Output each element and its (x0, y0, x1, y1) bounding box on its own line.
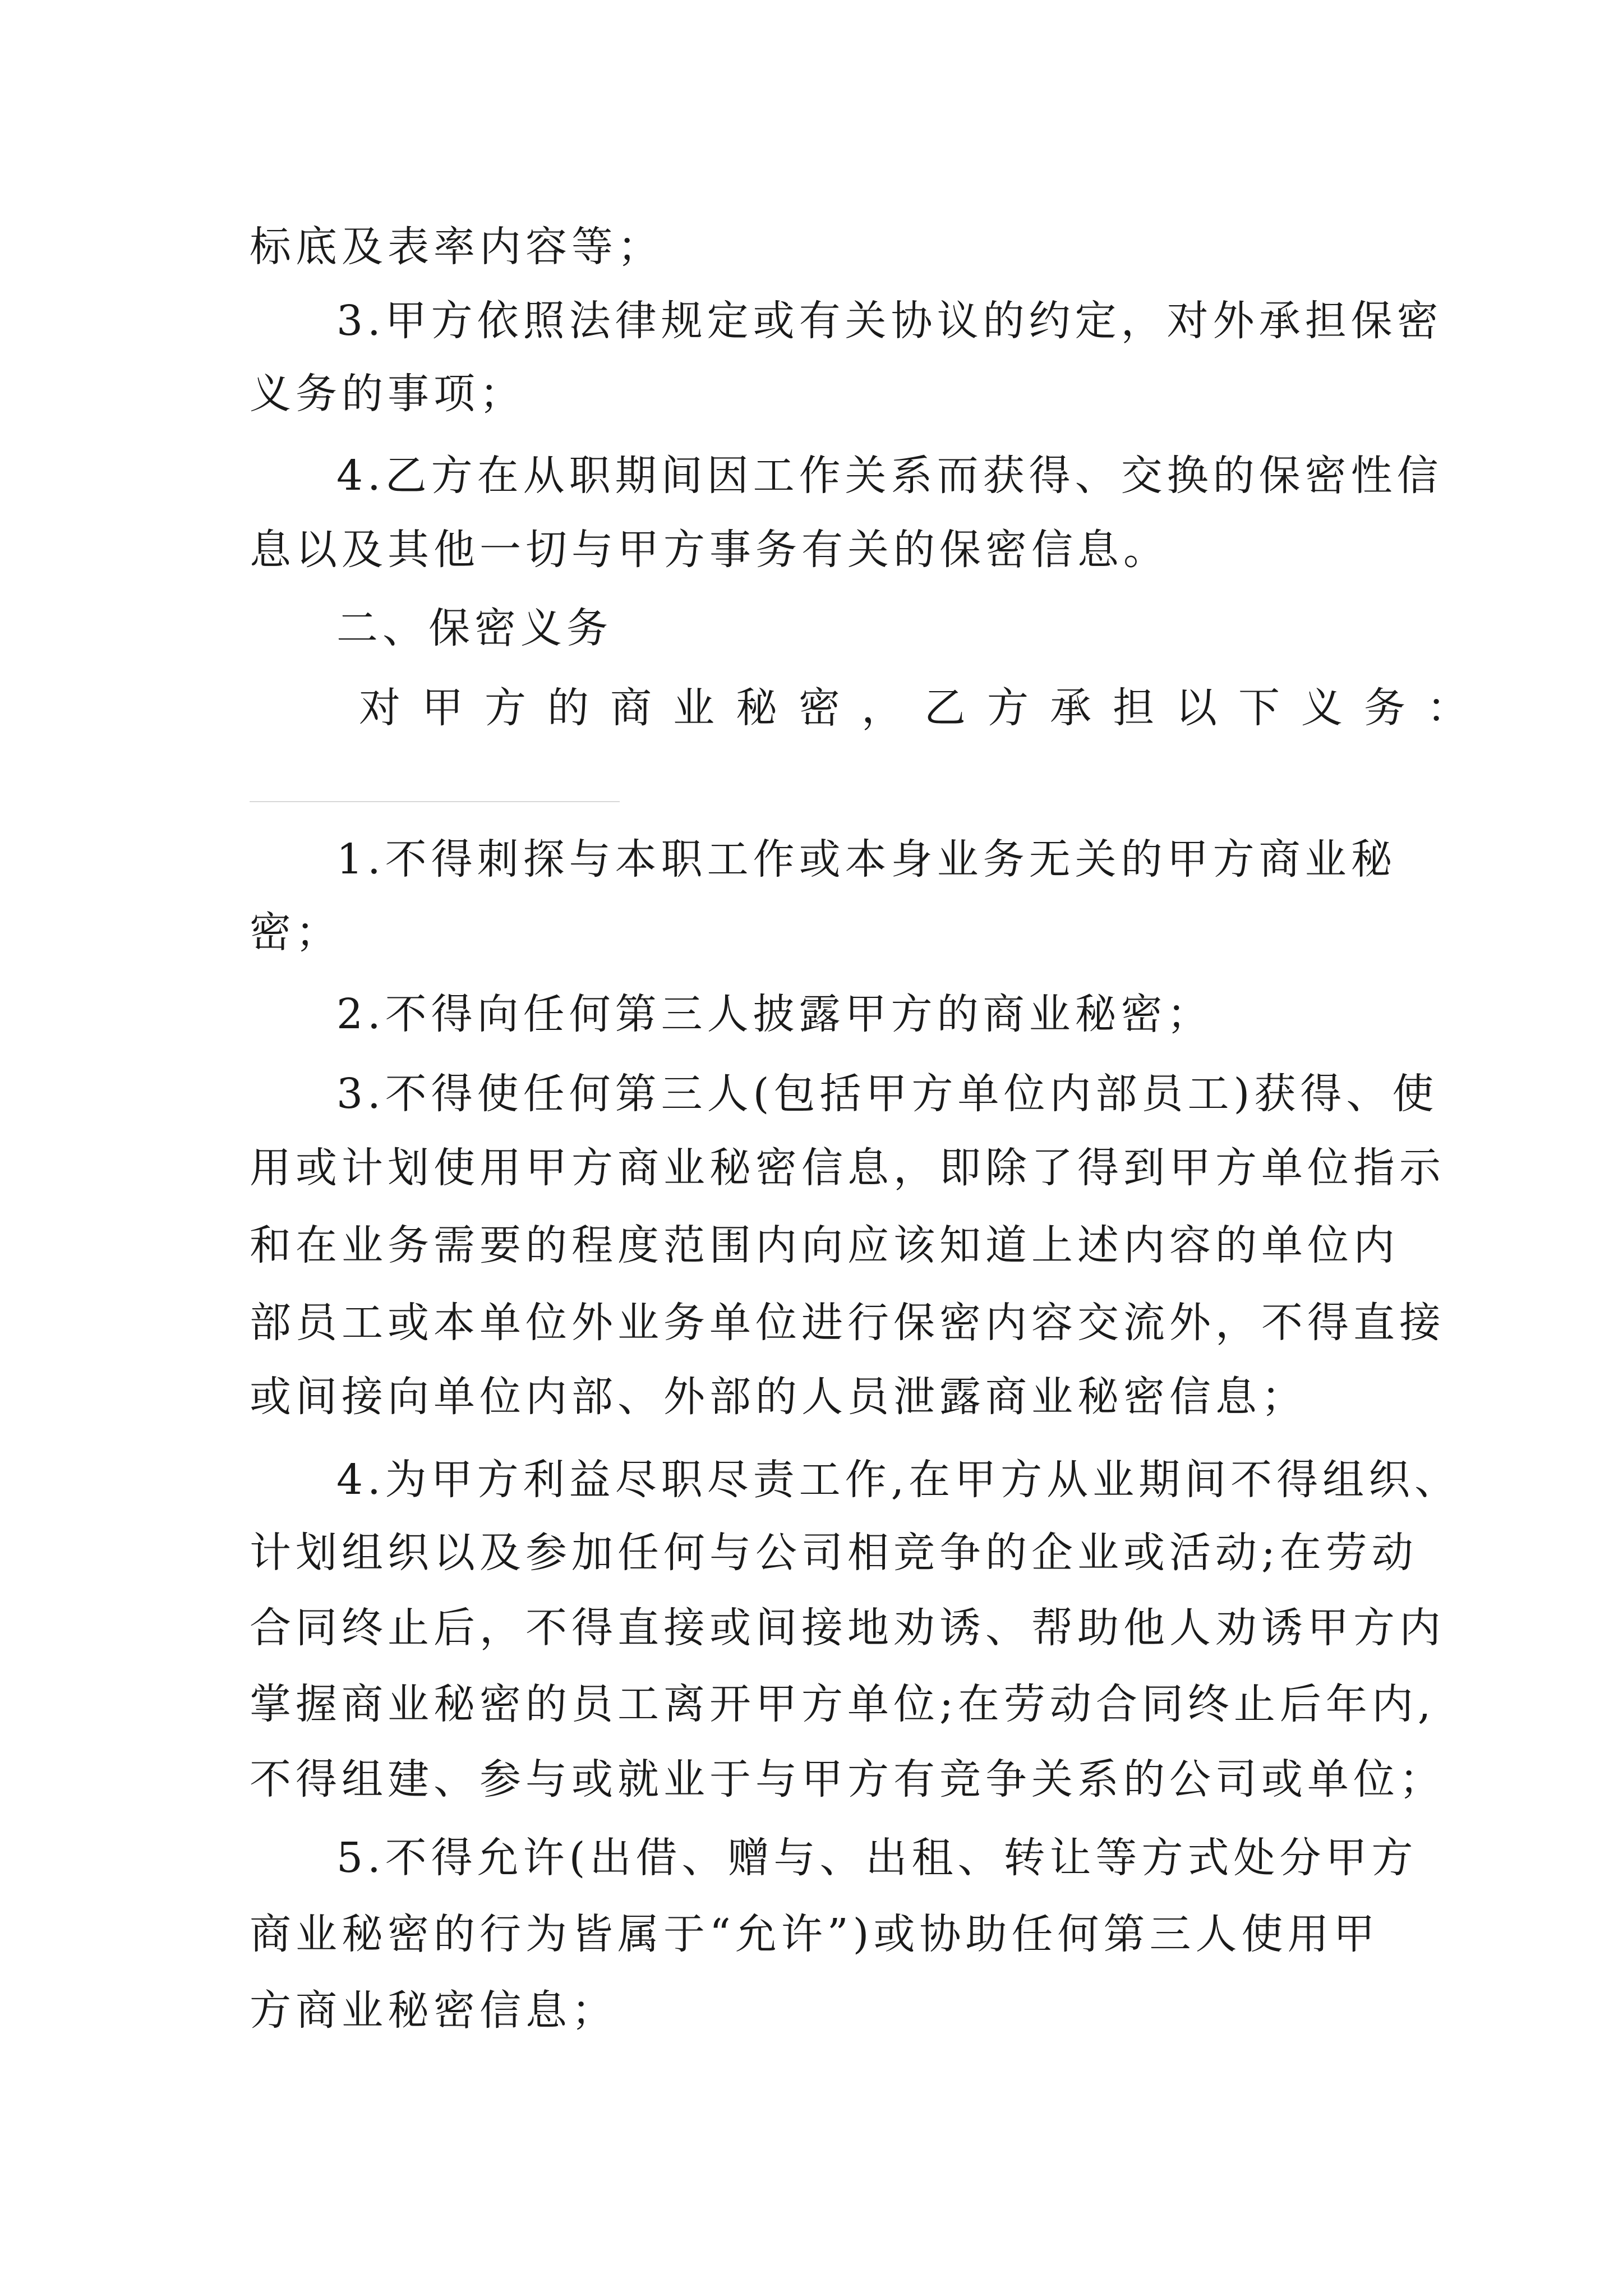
list-item-line: 计划组织以及参加任何与公司相竞争的企业或活动;在劳动 (250, 1529, 1418, 1577)
list-item-line: 商业秘密的行为皆属于“允许”)或协助任何第三人使用甲 (250, 1910, 1380, 1958)
section-intro: 对甲方的商业秘密，乙方承担以下义务： (359, 684, 1490, 732)
list-item-line: 方商业秘密信息； (250, 1986, 617, 2035)
list-item-line: 不得组建、参与或就业于与甲方有竞争关系的公司或单位； (250, 1755, 1445, 1803)
list-item-line: 3.不得使任何第三人(包括甲方单位内部员工)获得、使 (336, 1070, 1438, 1118)
paragraph-line: 4.乙方在从职期间因工作关系而获得、交换的保密性信 (336, 452, 1443, 500)
list-item-line: 和在业务需要的程度范围内向应该知道上述内容的单位内 (250, 1221, 1399, 1269)
list-item-line: 密； (250, 908, 342, 956)
section-heading: 二、保密义务 (336, 604, 612, 652)
divider (250, 801, 620, 802)
paragraph-line: 义务的事项； (250, 370, 525, 418)
list-item-line: 2.不得向任何第三人披露甲方的商业秘密； (336, 990, 1213, 1038)
list-item-line: 用或计划使用甲方商业秘密信息，即除了得到甲方单位指示 (250, 1144, 1445, 1192)
list-item-line: 部员工或本单位外业务单位进行保密内容交流外，不得直接 (250, 1299, 1445, 1347)
paragraph-line: 息以及其他一切与甲方事务有关的保密信息。 (250, 526, 1169, 574)
paragraph-line: 标底及表率内容等； (250, 223, 663, 271)
list-item-line: 1.不得刺探与本职工作或本身业务无关的甲方商业秘 (336, 835, 1397, 884)
list-item-line: 合同终止后，不得直接或间接地劝诱、帮助他人劝诱甲方内 (250, 1604, 1445, 1652)
paragraph-line: 3.甲方依照法律规定或有关协议的约定，对外承担保密 (336, 297, 1443, 345)
list-item-line: 掌握商业秘密的员工离开甲方单位;在劳动合同终止后年内, (250, 1680, 1436, 1728)
list-item-line: 4.为甲方利益尽职尽责工作,在甲方从业期间不得组织、 (336, 1456, 1461, 1504)
list-item-line: 或间接向单位内部、外部的人员泄露商业秘密信息； (250, 1373, 1307, 1421)
list-item-line: 5.不得允许(出借、赠与、出租、转让等方式处分甲方 (336, 1834, 1418, 1882)
